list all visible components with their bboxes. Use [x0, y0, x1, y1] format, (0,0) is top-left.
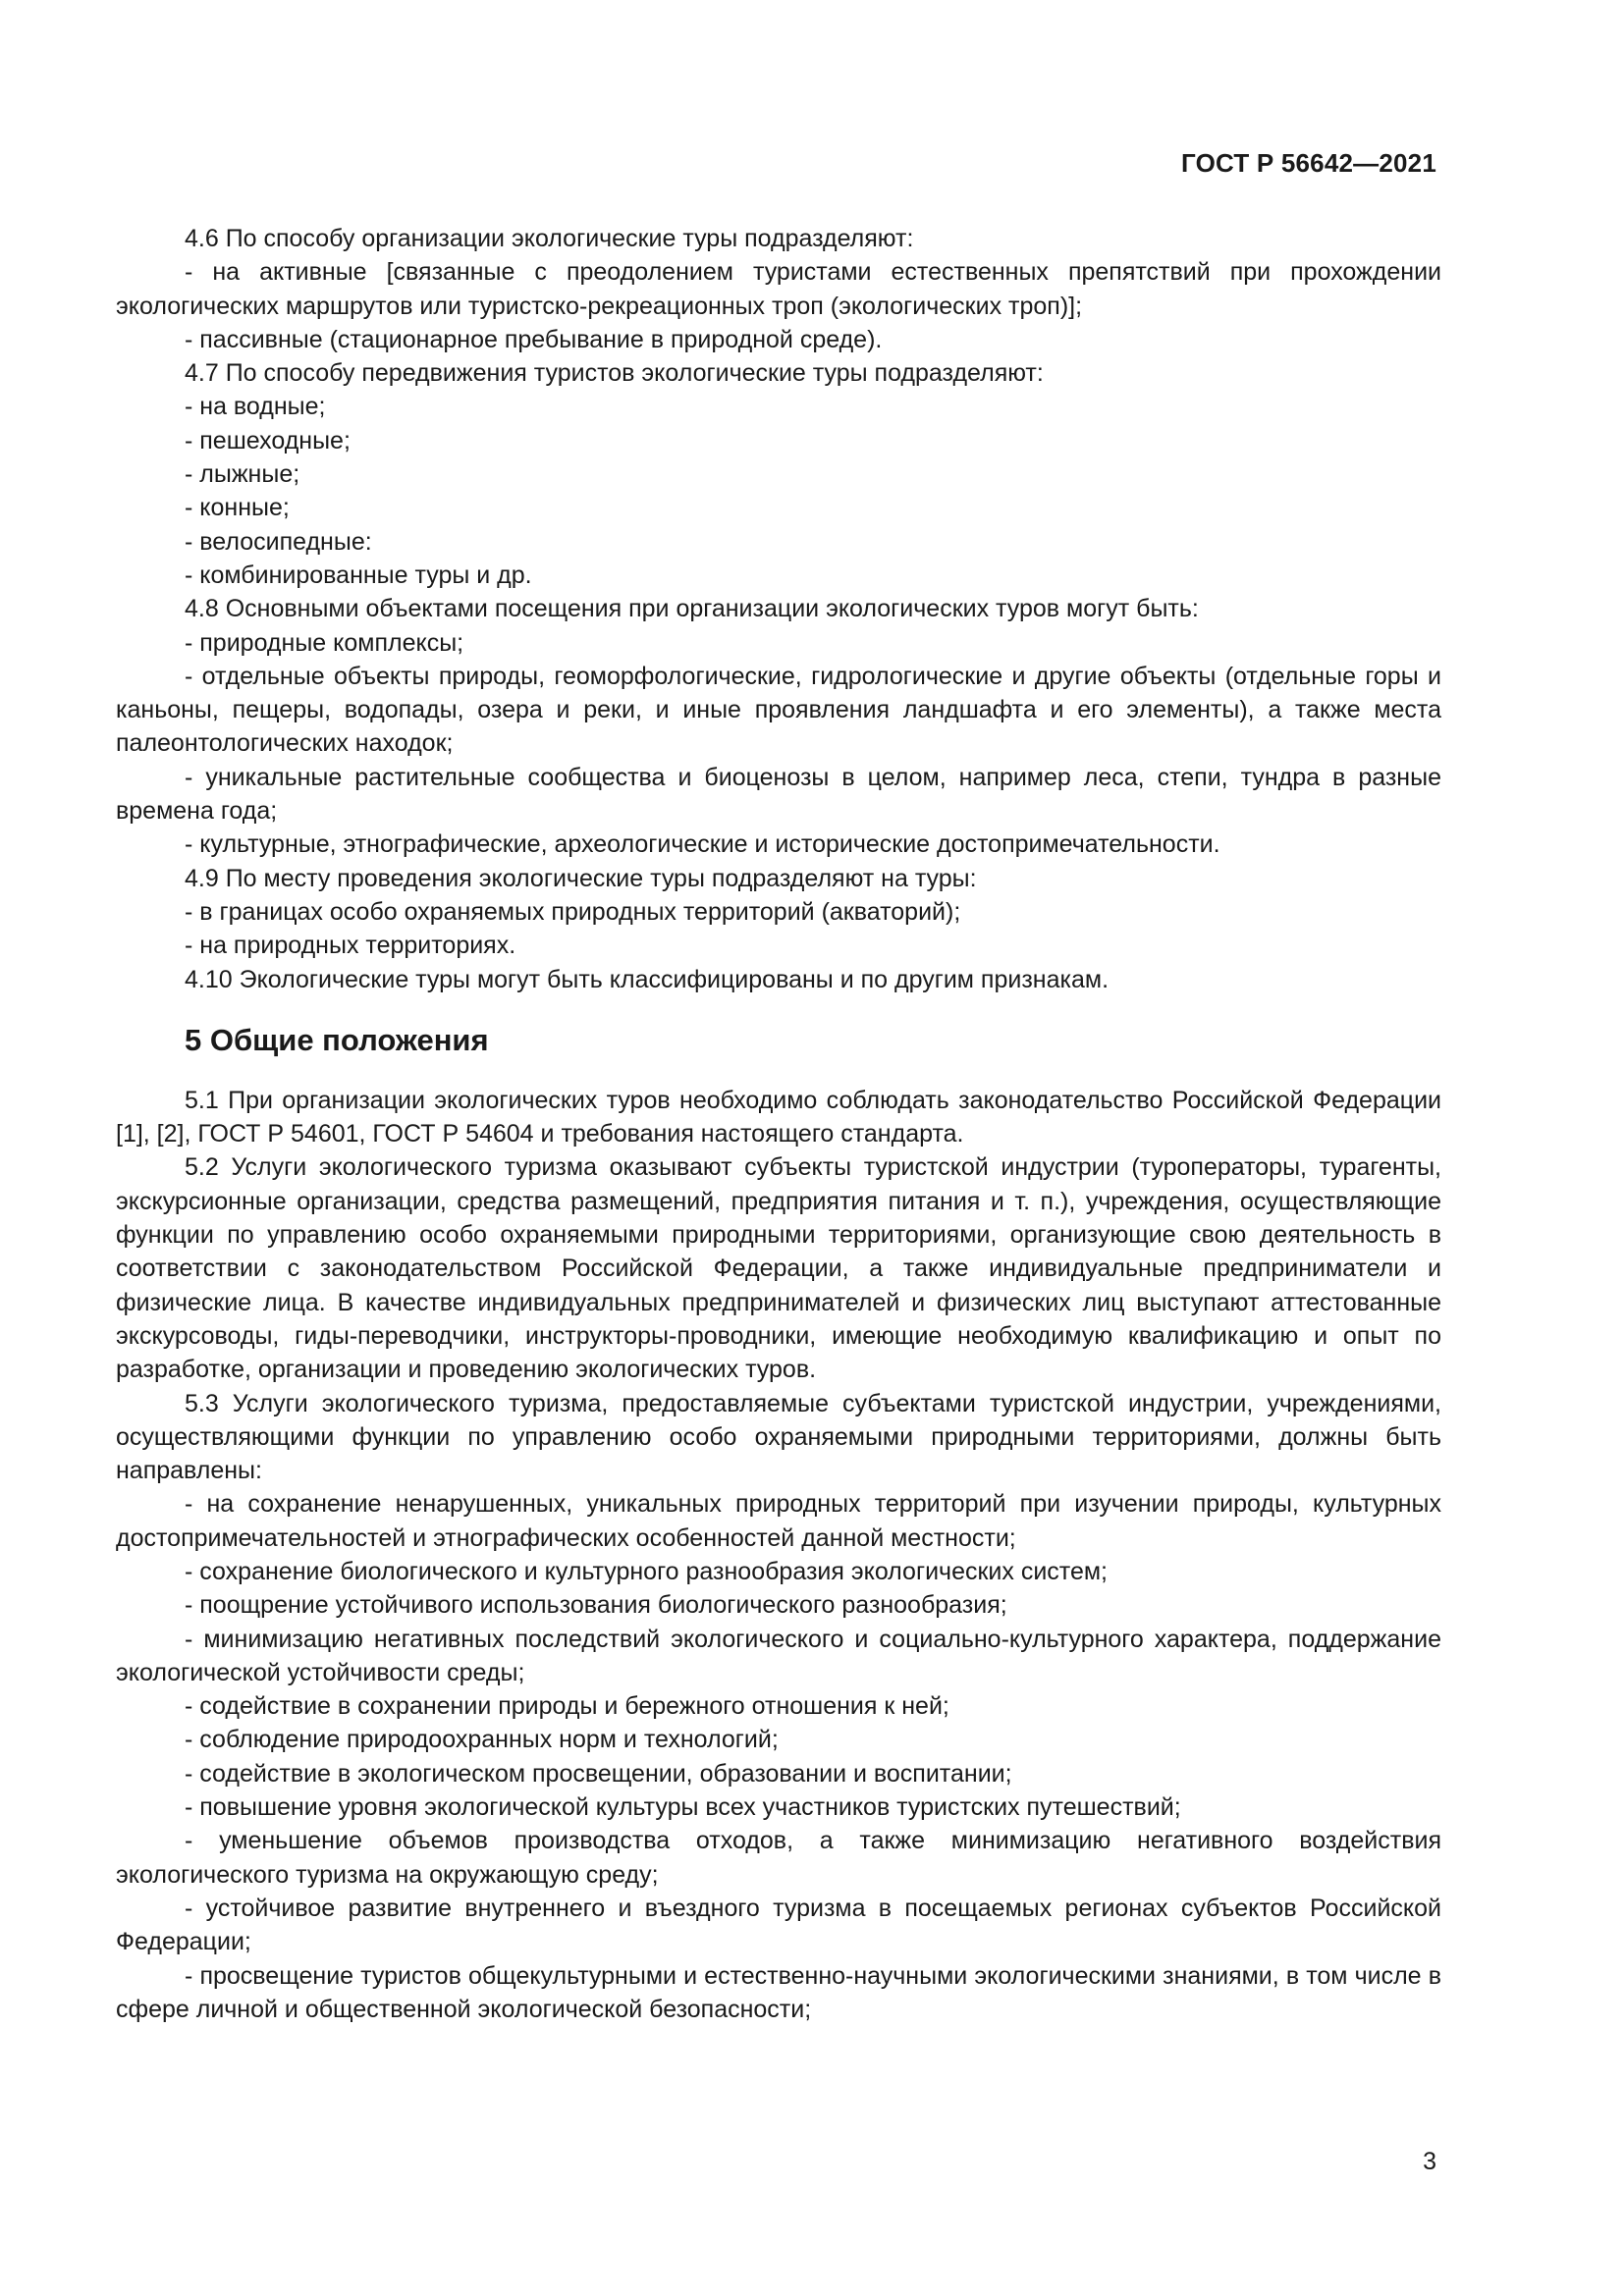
list-item: - содействие в сохранении природы и бережного отношения к ней;	[185, 1692, 949, 1721]
list-item: - минимизацию негативных последствий экологического и социально-культурного характера, поддержание экологической устойчивости среды;	[116, 1625, 1441, 1686]
list-item: - отдельные объекты природы, геоморфологические, гидрологические и другие объекты (отдельные горы и каньоны, пещеры, водопады, озера и реки, и иные проявления ландшафта и его элементы), а также места палеонтологических находок;	[116, 662, 1441, 758]
list-item: - на природных территориях.	[185, 932, 516, 960]
list-item: - природные комплексы;	[185, 628, 464, 657]
paragraph: 5.3 Услуги экологического туризма, предоставляемые субъектами туристской индустрии, учреждениями, осуществляющими функции по управлению особо охраняемыми природными территориями, должны быть направлены:	[116, 1389, 1441, 1485]
list-item: - уникальные растительные сообщества и биоценозы в целом, например леса, степи, тундра в разные времена года;	[116, 763, 1441, 826]
list-item: - пассивные (стационарное пребывание в природной среде).	[185, 325, 883, 353]
paragraph: 4.9 По месту проведения экологические туры подразделяют на туры:	[185, 864, 977, 892]
list-item: - уменьшение объемов производства отходов, а также минимизацию негативного воздействия экологического туризма на окружающую среду;	[116, 1827, 1441, 1889]
list-item: - на сохранение ненарушенных, уникальных природных территорий при изучении природы, культурных достопримечательностей и этнографических особенностей данной местности;	[116, 1490, 1441, 1552]
page-number: 3	[1423, 2148, 1436, 2175]
list-item: - содействие в экологическом просвещении, образовании и воспитании;	[185, 1759, 1012, 1788]
list-item: - поощрение устойчивого использования биологического разнообразия;	[185, 1591, 1007, 1620]
section-5-title: 5 Общие положения	[185, 1022, 489, 1057]
list-item: - лыжные;	[185, 460, 300, 489]
list-item: - на водные;	[185, 393, 326, 421]
paragraph: 5.2 Услуги экологического туризма оказывают субъекты туристской индустрии (туроператоры, турагенты, экскурсионные организации, средства размещений, предприятия питания и т. п.), учреждения, осуществляющие функции по управлению особо охраняемыми природными территориями, организующие свою деятельность в соответствии с законодательством Российской Федерации, а также индивидуальные предприниматели и физические лица. В качестве индивидуальных предпринимателей и физических лиц выступают аттестованные экскурсоводы, гиды-переводчики, инструкторы-проводники, имеющие необходимую квалификацию и опыт по разработке, организации и проведению экологических туров.	[116, 1153, 1441, 1384]
list-item: - конные;	[185, 494, 290, 522]
list-item: - в границах особо охраняемых природных территорий (акваторий);	[185, 897, 961, 926]
page-content	[116, 222, 1441, 2026]
section-5	[116, 1084, 1441, 2026]
list-item: - на активные [связанные с преодолением туристами естественных препятствий при прохождении экологических маршрутов или туристско-рекреационных троп (экологических троп)];	[116, 258, 1441, 320]
list-item: - пешеходные;	[185, 426, 351, 454]
list-item: - устойчивое развитие внутреннего и въездного туризма в посещаемых регионах субъектов Российской Федерации;	[116, 1894, 1441, 1956]
list-item: - сохранение биологического и культурного разнообразия экологических систем;	[185, 1557, 1108, 1585]
list-item: - соблюдение природоохранных норм и технологий;	[185, 1726, 779, 1754]
paragraph: 4.10 Экологические туры могут быть классифицированы и по другим признакам.	[185, 965, 1110, 993]
list-item: - велосипедные:	[185, 527, 372, 556]
list-item: - повышение уровня экологической культуры всех участников туристских путешествий;	[185, 1793, 1181, 1822]
paragraph: 4.8 Основными объектами посещения при организации экологических туров могут быть:	[185, 595, 1199, 623]
list-item: - культурные, этнографические, археологические и исторические достопримечательности.	[185, 830, 1220, 859]
list-item: - просвещение туристов общекультурными и естественно-научными экологическими знаниями, в том числе в сфере личной и общественной экологической безопасности;	[116, 1961, 1441, 2023]
list-item: - комбинированные туры и др.	[185, 561, 532, 589]
paragraph: 5.1 При организации экологических туров необходимо соблюдать законодательство Российской Федерации [1], [2], ГОСТ Р 54601, ГОСТ Р 54604 и требования настоящего стандарта.	[116, 1086, 1441, 1148]
paragraph: 4.6 По способу организации экологические туры подразделяют:	[185, 225, 914, 252]
document-code: ГОСТ Р 56642—2021	[1181, 148, 1436, 178]
section-4-continued	[116, 222, 1441, 996]
paragraph: 4.7 По способу передвижения туристов экологические туры подразделяют:	[185, 359, 1044, 388]
